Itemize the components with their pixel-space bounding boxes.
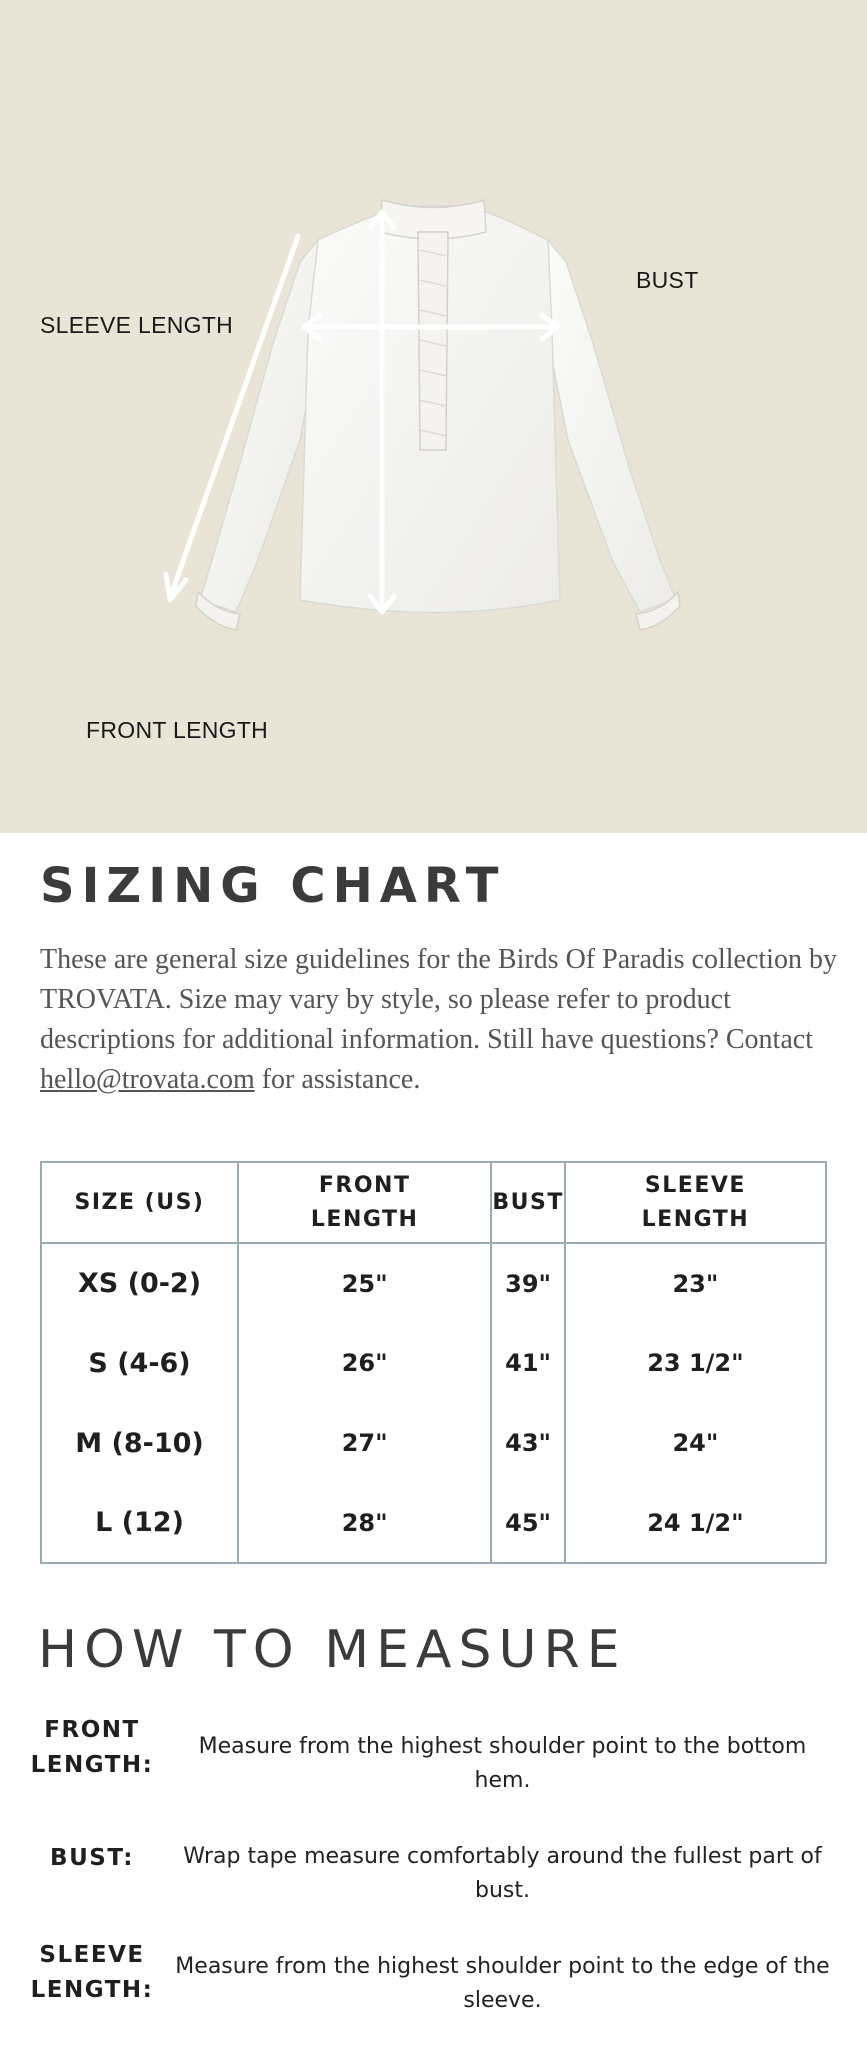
sleeve-length-term: SLEEVE LENGTH: xyxy=(30,1942,154,2003)
table-header-row xyxy=(41,1162,826,1243)
how-to-measure-title: HOW TO MEASURE xyxy=(38,1620,627,1680)
sleeve-length-cell: 23 1/2" xyxy=(565,1323,826,1403)
intro-text: These are general size guidelines for the Birds Of Paradis collection by TROVATA. Size may vary by style, so please refer to product descriptions for additional information. Still have questions? Contact xyxy=(40,944,837,1055)
bust-description: Wrap tape measure comfortably around the fullest part of bust. xyxy=(183,1844,822,1903)
bust-term: BUST: xyxy=(50,1845,134,1871)
size-table xyxy=(40,1161,827,1564)
header-sleeve-length: SLEEVE LENGTH xyxy=(565,1162,826,1243)
bust-cell: 43" xyxy=(491,1403,564,1483)
front-length-cell: 26" xyxy=(238,1323,491,1403)
sleeve-length-cell: 24 1/2" xyxy=(565,1483,826,1563)
intro-suffix: for assistance. xyxy=(254,1064,421,1095)
contact-email-link[interactable]: hello@trovata.com xyxy=(40,1064,255,1095)
header-front-length: FRONT LENGTH xyxy=(238,1162,491,1243)
table-row xyxy=(41,1483,826,1563)
blouse-illustration xyxy=(0,0,867,833)
front-length-term: FRONT LENGTH: xyxy=(30,1717,154,1778)
table-row xyxy=(41,1323,826,1403)
front-length-label: FRONT LENGTH xyxy=(86,717,269,743)
size-cell: L (12) xyxy=(41,1483,238,1563)
table-row xyxy=(41,1403,826,1483)
measurement-diagram xyxy=(0,0,867,833)
bust-cell: 41" xyxy=(491,1323,564,1403)
header-bust: BUST xyxy=(491,1162,564,1243)
sizing-chart-title: SIZING CHART xyxy=(40,858,506,914)
bust-label: BUST xyxy=(636,267,699,293)
front-length-cell: 27" xyxy=(238,1403,491,1483)
table-row xyxy=(41,1243,826,1323)
bust-cell: 45" xyxy=(491,1483,564,1563)
size-cell: M (8-10) xyxy=(41,1403,238,1483)
size-cell: XS (0-2) xyxy=(41,1243,238,1323)
sleeve-length-label: SLEEVE LENGTH xyxy=(40,312,234,338)
sizing-intro xyxy=(40,940,840,1100)
sleeve-length-cell: 24" xyxy=(565,1403,826,1483)
bust-cell: 39" xyxy=(491,1243,564,1323)
size-cell: S (4-6) xyxy=(41,1323,238,1403)
front-length-cell: 28" xyxy=(238,1483,491,1563)
front-length-description: Measure from the highest shoulder point to the bottom hem. xyxy=(198,1734,807,1793)
sleeve-length-cell: 23" xyxy=(565,1243,826,1323)
front-length-cell: 25" xyxy=(238,1243,491,1323)
sleeve-length-description: Measure from the highest shoulder point to the edge of the sleeve. xyxy=(175,1954,830,2013)
header-size: SIZE (US) xyxy=(41,1162,238,1243)
